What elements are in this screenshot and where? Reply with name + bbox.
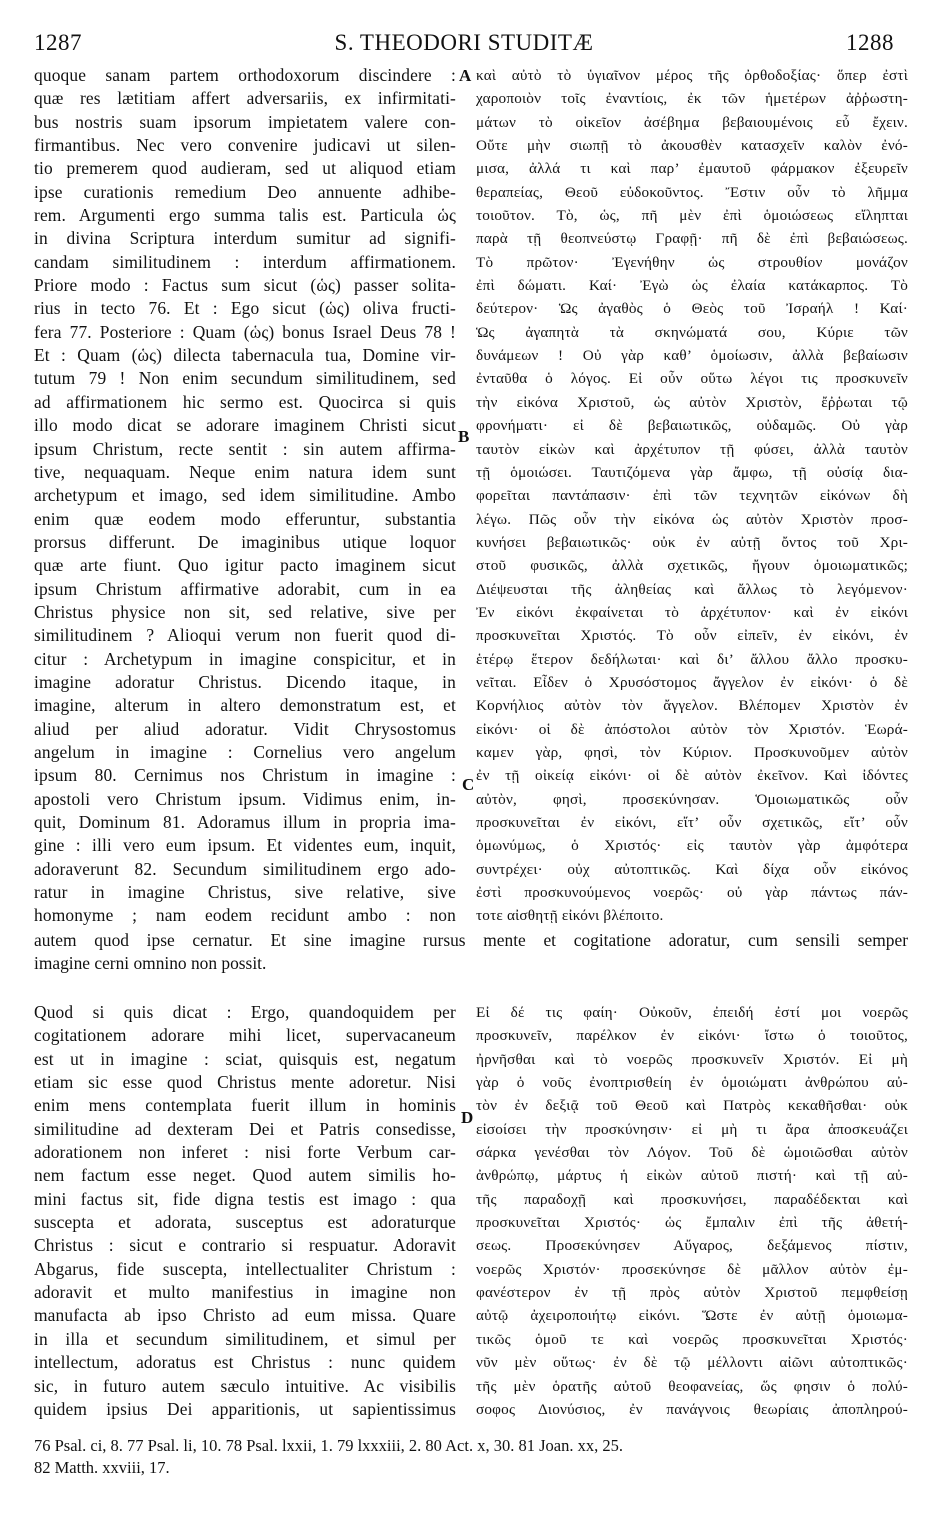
footnote-line: 76 Psal. ci, 8. 77 Psal. li, 10. 78 Psal. lxxii, 1. 79 lxxxiii, 2. 80 Act. x, 30. 81 Joan. xx, 25. <box>34 1436 623 1455</box>
greek-line: προσκυνεῖν, παρέλκον ἐν εἰκόνι· ἴστω ὁ τοιοῦτος, <box>476 1027 908 1045</box>
latin-line: mini factus sit, fide digna testis est imago : qua <box>34 1188 456 1209</box>
latin-line: adoravit et multo manifestius in imagine non <box>34 1282 456 1303</box>
greek-line: αὐτῷ ἀχειροποιήτῳ εἰκόνι. Ὥστε ἐν αὐτῇ ὁμοιωμα- <box>476 1307 908 1325</box>
margin-marker-a: A <box>459 66 472 85</box>
greek-line: τῇ ὁμοιώσει. Ταυτιζόμενα γὰρ ἄμφω, τῇ οὐσίᾳ δια- <box>476 463 908 481</box>
greek-line: μισα, ἀλλά τι καὶ παρ’ ἐμαυτοῦ φάρμακον ἐξευρεῖν <box>476 160 908 178</box>
greek-line: ἐν τῇ οἰκείᾳ εἰκόνι· οἱ δὲ αὐτὸν ἐκεῖνον. Καὶ ἰδόντες <box>476 767 908 785</box>
greek-line: νῦν μὲν οὕτως· ἐν δὲ τῷ μέλλοντι αἰῶνι αὐτοπτικῶς· <box>476 1354 908 1372</box>
greek-line: νεῖται. Εἶδεν ὁ Χρυσόστομος ἄγγελον ἐν εἰκόνι· ὁ δὲ <box>476 673 908 691</box>
latin-line: imagine, alterum in altero demonstratum est, et <box>34 695 456 716</box>
greek-line: καμεν γὰρ, φησὶ, τὸν Κύριον. Προσκυνοῦμεν αὐτὸν <box>476 743 908 761</box>
latin-line: ratur in imagine Christus, sive relative, sive <box>34 882 456 903</box>
latin-line: etiam sic esse quod Christus mente adoretur. Nisi <box>34 1072 456 1093</box>
greek-line: Εἰ δέ τις φαίη· Οὐκοῦν, ἐπειδή ἐστί μοι νοερῶς <box>476 1004 908 1021</box>
latin-line: ipsum Christum affirmative adorabit, cum in ea <box>34 578 456 599</box>
greek-line: προσκυνεῖται Χριστός· ὡς ἔμπαλιν ἐπὶ τῆς ἀθετή- <box>476 1214 908 1232</box>
latin-line: illo modo dicat se adorare imaginem Christi sicut <box>34 415 456 436</box>
greek-line: παρὰ τῇ θεοπνεύστῳ Γραφῇ· πῆ δὲ ἐπὶ βεβαιώσεως. <box>476 230 908 248</box>
greek-line: δυνάμεων ! Οὐ γὰρ καθ’ ὁμοίωσιν, ἀλλὰ βεβαίωσιν <box>476 347 908 365</box>
greek-line: λέγω. Πῶς οὖν τὴν εἰκόνα ὡς αὐτὸν Χριστὸν προσ- <box>476 510 908 528</box>
latin-line: in divina Scriptura interdum sumitur ad signifi- <box>34 228 456 249</box>
greek-line: τὴν εἰκόνα Χριστοῦ, ὡς αὐτὸν Χριστὸν, ἔῤῥωται τῷ <box>476 393 908 411</box>
greek-line: Διέψευσται τῆς ἀληθείας καὶ ἄλλως τὸ λεγόμενον· <box>476 580 908 598</box>
margin-marker-b: B <box>458 427 470 446</box>
greek-line: ἑτέρῳ ἕτερον δεδήλωται· καὶ δι’ ἄλλου ἄλλο προσκυ- <box>476 650 908 668</box>
latin-line: ad affirmationem hic sermo est. Quocirca si quis <box>34 391 456 412</box>
greek-line: τικῶς ὁμοῦ τε καὶ νοερῶς προσκυνεῖται Χριστός· <box>476 1330 908 1348</box>
greek-line: ἀνθρώπῳ, μάρτυς ἡ εἰκὼν αὐτοῦ πιστή· καὶ τῇ αὐ- <box>476 1167 908 1185</box>
greek-line: σάρκα γενέσθαι τὸν Λόγον. Τοῦ δὲ ὡμοιῶσθαι αὐτὸν <box>476 1144 908 1162</box>
page-number-left: 1287 <box>34 30 82 55</box>
latin-line: citur : Archetypum in imagine conspicitur, et in <box>34 648 456 669</box>
latin-line: nem factum esse neget. Quod autem similis ho- <box>34 1165 456 1186</box>
latin-column-top <box>34 64 456 928</box>
latin-line: enim mens contemplata fuerit illum in hominis <box>34 1095 456 1116</box>
greek-line: συντρέχει· οὐχ αὐτοπτικῶς. Καὶ δίχα οὖν εἰκόνος <box>476 860 908 878</box>
latin-line: Et : Quam (ὡς) dilecta tabernacula tua, Domine vir- <box>34 345 456 366</box>
latin-line: quæ arte fiunt. Quo igitur pacto imaginem sicut <box>34 555 456 576</box>
latin-line: ipsum 80. Cernimus nos Christum in imagine : <box>34 765 456 786</box>
page-number-right: 1288 <box>846 30 894 55</box>
greek-line: Τὸ πρῶτον· Ἐγενήθην ὡς στρουθίον μονάζον <box>476 253 908 271</box>
greek-line: ὁμωνύμως, ὁ Χριστός· εἰς ταυτὸν γὰρ ἀμφότερα <box>476 837 908 855</box>
greek-line: μάτων τὸ οἰκεῖον ἀσέβημα βεβαιουμένοις εὖ ἔχειν. <box>476 113 908 131</box>
greek-column-bottom <box>476 1001 908 1421</box>
latin-line: aliud per aliud adoratur. Vidit Chrysostomus <box>34 718 456 739</box>
greek-line: ἐνταῦθα ὁ λόγος. Εἰ οὖν οὕτω λέγοι τις προσκυνεῖν <box>476 370 908 388</box>
latin-line: fera 77. Posteriore : Quam (ὡς) bonus Israel Deus 78 ! <box>34 321 456 342</box>
greek-line: Ἐν εἰκόνι ἐκφαίνεται τὸ ἀρχέτυπον· καὶ ἐν εἰκόνι <box>476 603 908 621</box>
latin-line: ipse curationis remedium Deo annuente adhibe- <box>34 181 456 202</box>
latin-line: tio premerem quod audieram, sed ut aliquod etiam <box>34 158 456 179</box>
latin-column-bottom <box>34 1001 456 1421</box>
latin-line: manufacta ab ipso Christo ad eum missa. Quare <box>34 1305 456 1326</box>
running-title: S. THEODORI STUDITÆ <box>334 30 594 55</box>
greek-line: ἐπὶ δώματι. Καί· Ἐγὼ ὡς ἐλαία κατάκαρπος. Τὸ <box>476 277 908 295</box>
latin-line: enim quæ eodem modo efferuntur, substantia <box>34 508 456 529</box>
greek-line: Ὡς ἀγαπητὰ τὰ σκηνώματά σου, Κύριε τῶν <box>476 323 908 341</box>
latin-line: est ut in imagine : sciat, quisquis est, negatum <box>34 1048 456 1069</box>
latin-line: in illa et secundum similitudinem, et simul per <box>34 1328 456 1349</box>
latin-line: similitudine ad dexteram Dei et Patris consedisse, <box>34 1118 456 1139</box>
greek-line: ἐστὶ προσκυνούμενος νοερῶς· οὐ γὰρ πάντως πάν- <box>476 884 908 902</box>
greek-line: φρονήματι· εἰ δὲ βεβαιωτικῶς, οὐδαμῶς. Οὐ γὰρ <box>476 417 908 435</box>
latin-line: tutum 79 ! Non enim secundum similitudinem, sed <box>34 368 456 389</box>
latin-line: angelum in imagine : Cornelius vero angelum <box>34 741 456 762</box>
latin-line: suscepta et adorata, susceptus est adoraturque <box>34 1212 456 1233</box>
text-line: autem quod ipse cernatur. Et sine imagine rursus mente et cogitatione adoratur, cum sensili semper <box>34 930 908 950</box>
greek-line: τῆς παραδοχῇ καὶ προσκυνήσει, παραδέδεκται καὶ <box>476 1190 908 1208</box>
greek-line: ταυτὸν εἰκὼν καὶ ἀρχέτυπον τῇ φύσει, ἀλλὰ ταυτὸν <box>476 440 908 458</box>
greek-line: σεως. Προσεκύνησεν Αὔγαρος, δεξάμενος πίστιν, <box>476 1237 908 1255</box>
greek-line: Κορνήλιος αὐτὸν τὸν ἄγγελον. Βλέπομεν Χριστὸν ἐν <box>476 697 908 715</box>
latin-line: Christus : sicut e contrario si respuatur. Adoravit <box>34 1235 456 1256</box>
greek-line: εἰσοίσει τὴν προσκύνησιν· εἰ μὴ τι ἄρα ἀποσκευάζει <box>476 1120 908 1138</box>
greek-line: σοφος Διονύσιος, ἐν πανάγνοις θεωρίαις ἀποπληρού- <box>476 1400 908 1418</box>
text-line: imagine cerni omnino non possit. <box>34 953 267 974</box>
latin-line: ipsum Christum, recte sentit : sin autem affirma- <box>34 438 456 459</box>
latin-line: rem. Argumenti ergo summa talis est. Particula ὡς <box>34 205 456 226</box>
footnote-line: 82 Matth. xxviii, 17. <box>34 1458 170 1477</box>
greek-line: νοερῶς Χριστόν· προσεκύνησε δὲ μᾶλλον αὐτὸν ἐμ- <box>476 1260 908 1278</box>
greek-line: γὰρ ὁ νοῦς ἐνοπτρισθείη ἐν ὁμοιώματι ἀνθρώπου αὐ- <box>476 1074 908 1092</box>
latin-line: similitudinem ? Alioqui verum non fuerit quod di- <box>34 625 456 646</box>
latin-line: gine : illi vero eum ipsum. Et videntes eum, inquit, <box>34 835 456 856</box>
latin-line: sic, in futuro autem sæculo intuitive. Ac visibilis <box>34 1375 456 1396</box>
latin-line: quit, Dominum 81. Adoramus illum in propria ima- <box>34 812 456 832</box>
greek-line: τοιοῦτον. Τὸ, ὡς, πῆ μὲν ἐπὶ ὁμοιώσεως εἴληπται <box>476 207 908 225</box>
greek-line: στοῦ φυσικῶς, ἀλλὰ σχετικῶς, ἤγουν ὁμοιωματικῶς; <box>476 557 908 575</box>
latin-line: quoque sanam partem orthodoxorum discindere : <box>34 65 456 85</box>
greek-line: χαροποιὸν τοῖς ἐναντίοις, ἐκ τῶν ἡμετέρων ἀῤῥωστη- <box>476 90 908 108</box>
latin-line: prorsus differunt. De imaginibus utique loquor <box>34 531 456 552</box>
greek-line: προσκυνεῖται ἐν εἰκόνι, εἴτ’ οὖν σχετικῶς, εἴτ’ οὖν <box>476 814 908 831</box>
latin-line: adorationem non inferet : nisi forte Verbum car- <box>34 1142 456 1163</box>
margin-marker-c: C <box>462 775 475 794</box>
greek-line: Οὔτε μὴν σιωπῇ τὸ ἀκουσθὲν κατασχεῖν καλὸν ἐνό- <box>476 137 908 155</box>
latin-line: Quod si quis dicat : Ergo, quandoquidem per <box>34 1002 456 1022</box>
latin-line: quæ res lætitiam affert adversariis, ex infirmitati- <box>34 88 456 109</box>
latin-line: intellectum, adoratus est Christus : nunc quidem <box>34 1352 456 1373</box>
greek-line: φανέστερον ἐν τῇ πρὸς αὐτὸν Χριστοῦ πεμφθείσῃ <box>476 1284 908 1302</box>
latin-line: tive, nequaquam. Neque enim natura idem sunt <box>34 461 456 482</box>
greek-line: αὐτὸν, φησὶ, προσεκύνησαν. Ὁμοιωματικῶς οὖν <box>476 790 908 808</box>
greek-line: ἠρνῆσθαι καὶ τὸ νοερῶς προσκυνεῖν Χριστόν. Εἰ μὴ <box>476 1050 908 1068</box>
latin-line: apostoli vero Christum ipsum. Vidimus enim, in- <box>34 788 456 809</box>
greek-line: κυνήσει βεβαιωτικῶς· οὐκ ἐν αὐτῇ ὄντος τοῦ Χρι- <box>476 533 908 551</box>
latin-line: homonyme ; nam eodem recidunt ambo : non <box>34 905 456 926</box>
latin-line: candam similitudinem : interdum affirmationem. <box>34 251 456 272</box>
latin-line: Christus physice non sit, sed relative, sive per <box>34 601 456 622</box>
latin-line: imagine adoratur Christus. Dicendo itaque, in <box>34 671 456 692</box>
latin-line: bus nostris suam ipsorum impietatem valere con- <box>34 111 456 132</box>
greek-line: καὶ αὐτὸ τὸ ὑγιαῖνον μέρος τῆς ὀρθοδοξίας· ὅπερ ἐστὶ <box>476 67 908 84</box>
greek-line: φορεῖται παντάπασιν· ἐπὶ τῶν τεχνητῶν εἰκόνων δὴ <box>476 487 908 505</box>
greek-line: θεραπείας, Θεοῦ εὐδοκοῦντος. Ἔστιν οὖν τὸ λῆμμα <box>476 183 908 201</box>
latin-line: adoraverunt 82. Secundum similitudinem ergo ado- <box>34 858 456 879</box>
latin-line: cogitationem adorare mihi licet, supervacaneum <box>34 1025 456 1046</box>
greek-line: τῆς μὲν ὁρατῆς αὐτοῦ θεοφανείας, ὥς φησιν ὁ πολύ- <box>476 1377 908 1395</box>
greek-line: δεύτερον· Ὡς ἀγαθὸς ὁ Θεὸς τοῦ Ἰσραήλ ! Καί· <box>476 300 908 318</box>
greek-column-top <box>476 64 908 928</box>
page-header <box>34 30 894 64</box>
greek-line: τοτε αἰσθητῇ εἰκόνι βλέποιτο. <box>476 907 664 925</box>
footnotes <box>34 1435 908 1479</box>
latin-line: firmantibus. Nec vero convenire judicavi ut silen- <box>34 135 456 156</box>
greek-line: προσκυνεῖται Χριστός. Τὸ οὖν εἰπεῖν, ἐν εἰκόνι, ἐν <box>476 627 908 645</box>
latin-line: quidem ipsius Dei apparitionis, ut sapientissimus <box>34 1398 456 1419</box>
latin-line: Abgarus, fide suscepta, intellectualiter Christum : <box>34 1258 456 1279</box>
greek-line: τὸν ἐν δεξιᾷ τοῦ Θεοῦ καὶ Πατρὸς κεκαθῆσθαι· οὐκ <box>476 1097 908 1115</box>
full-width-text <box>34 929 908 976</box>
latin-line: rius in tecto 76. Et : Ego sicut (ὡς) oliva fructi- <box>34 298 456 319</box>
greek-line: εἰκόνι· οἱ δὲ ἀπόστολοι αὐτὸν τὸν Χριστόν. Ἑωρά- <box>476 720 908 738</box>
margin-marker-d: D <box>461 1108 474 1127</box>
latin-line: archetypum et imago, sed idem similitudine. Ambo <box>34 485 456 506</box>
latin-line: Priore modo : Factus sum sicut (ὡς) passer solita- <box>34 275 456 296</box>
